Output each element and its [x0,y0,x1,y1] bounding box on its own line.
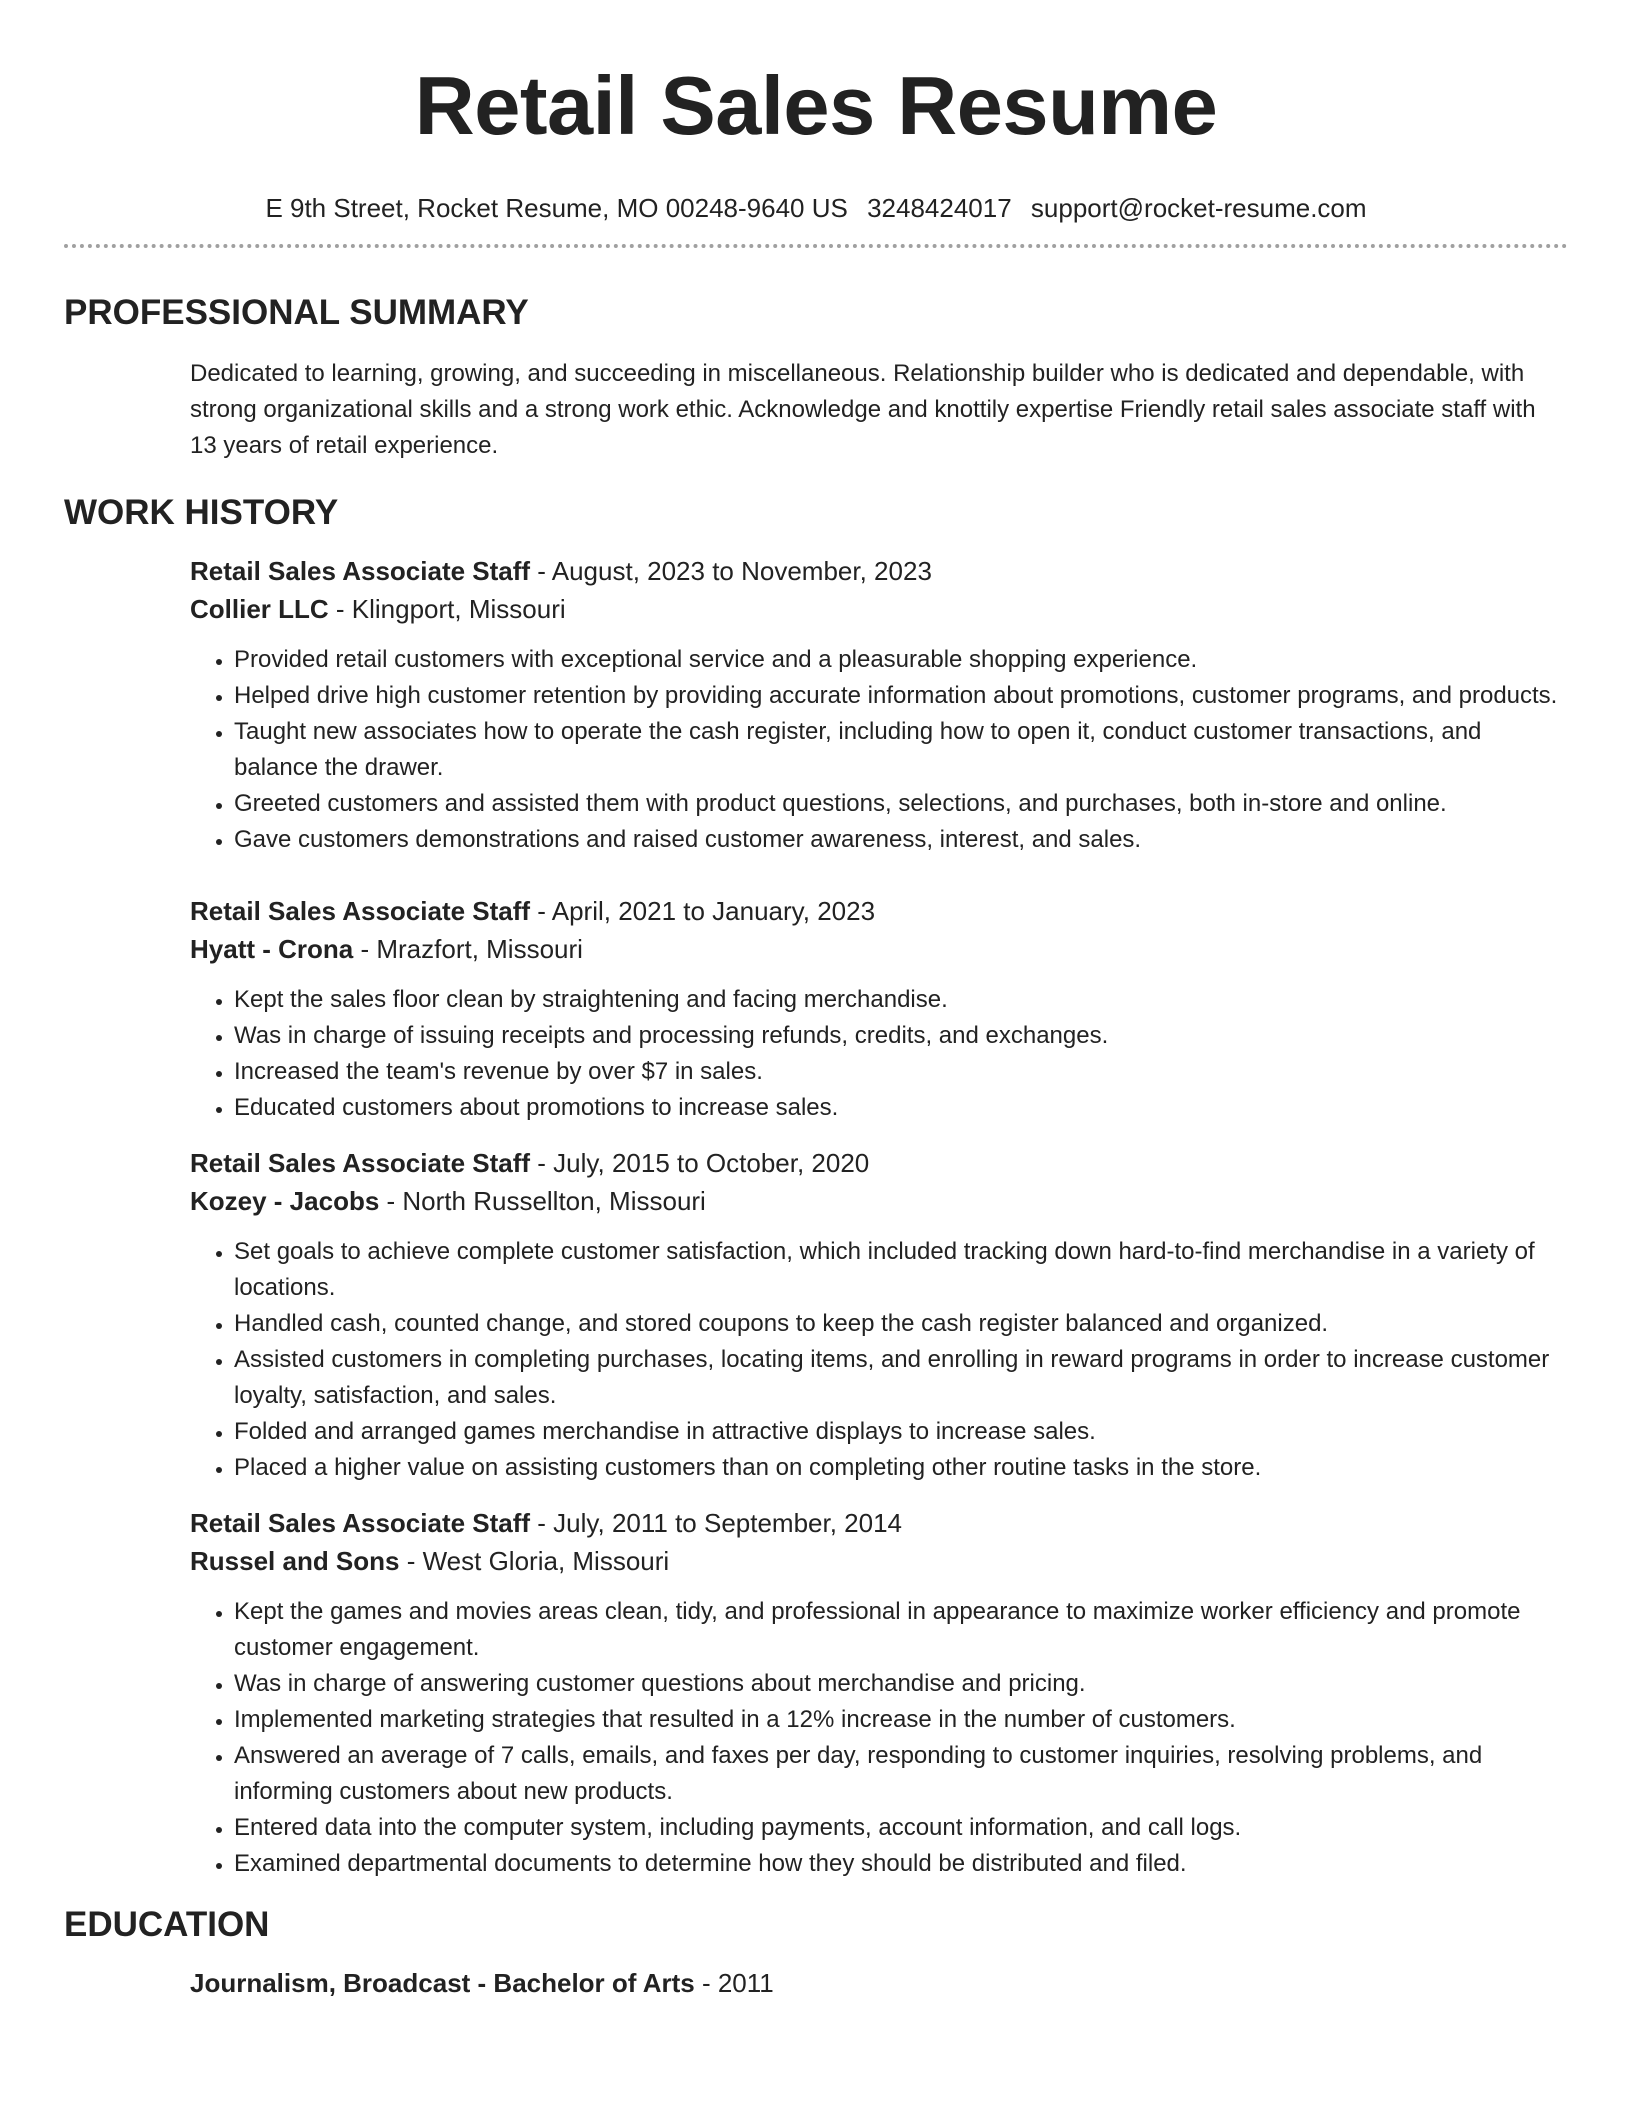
summary-section [64,292,1568,464]
job-title: Retail Sales Associate Staff [190,1508,531,1538]
job-title: Retail Sales Associate Staff [190,556,531,586]
job-company-line [190,930,1568,968]
job-title-line [190,892,1568,930]
job-dates: - July, 2011 to September, 2014 [530,1508,903,1538]
job-bullet: • Set goals to achieve complete customer satisfaction, which included tracking down hard-to-find merchandise in a variety of locations. [234,1234,1568,1306]
job-company-line [190,1182,1568,1220]
job-bullets [190,1234,1568,1486]
job-bullet: • Greeted customers and assisted them with product questions, selections, and purchases, both in-store and online. [234,786,1568,822]
job-bullets [190,642,1568,858]
job-bullet: • Kept the sales floor clean by straightening and facing merchandise. [234,982,1568,1018]
job-bullet: • Answered an average of 7 calls, emails, and faxes per day, responding to customer inquiries, resolving problems, and informing customers about new products. [234,1738,1568,1810]
job-bullet: • Entered data into the computer system, including payments, account information, and call logs. [234,1810,1568,1846]
job-company-line [190,1542,1568,1580]
job-bullet: • Was in charge of issuing receipts and processing refunds, credits, and exchanges. [234,1018,1568,1054]
job-entry [190,892,1568,1126]
job-company: Russel and Sons [190,1546,400,1576]
job-title-line [190,1504,1568,1542]
job-bullet: • Kept the games and movies areas clean, tidy, and professional in appearance to maximize worker efficiency and promote customer engagement. [234,1594,1568,1666]
job-title-line [190,1144,1568,1182]
job-company: Collier LLC [190,594,329,624]
contact-address: E 9th Street, Rocket Resume, MO 00248-9640 US [265,193,848,223]
job-title: Retail Sales Associate Staff [190,896,531,926]
education-degree: Journalism, Broadcast - Bachelor of Arts [190,1968,695,1998]
job-bullet: • Gave customers demonstrations and raised customer awareness, interest, and sales. [234,822,1568,858]
job-bullet: • Assisted customers in completing purchases, locating items, and enrolling in reward programs in order to increase customer loyalty, satisfaction, and sales. [234,1342,1568,1414]
job-bullet: • Provided retail customers with exceptional service and a pleasurable shopping experience. [234,642,1568,678]
job-entry [190,1144,1568,1486]
job-location: - Klingport, Missouri [328,594,566,624]
contact-line [64,192,1568,224]
education-heading: EDUCATION [64,1905,270,1944]
summary-text: Dedicated to learning, growing, and succeeding in miscellaneous. Relationship builder who is dedicated and dependable, with strong organizational skills and a strong work ethic. Acknowledge and knottily expertise Friendly retail sales associate staff with 13 years of retail experience. [190,360,1536,459]
summary-heading: PROFESSIONAL SUMMARY [64,293,529,332]
work-history-heading: WORK HISTORY [64,493,339,532]
job-bullet: • Educated customers about promotions to increase sales. [234,1090,1568,1126]
job-bullet: • Examined departmental documents to determine how they should be distributed and filed. [234,1846,1568,1882]
job-dates: - July, 2015 to October, 2020 [530,1148,870,1178]
job-bullet: • Folded and arranged games merchandise in attractive displays to increase sales. [234,1414,1568,1450]
job-bullet: • Implemented marketing strategies that resulted in a 12% increase in the number of customers. [234,1702,1568,1738]
education-section [64,1904,1568,2002]
job-bullet: • Was in charge of answering customer questions about merchandise and pricing. [234,1666,1568,1702]
job-dates: - April, 2021 to January, 2023 [530,896,876,926]
job-location: - West Gloria, Missouri [399,1546,670,1576]
job-location: - Mrazfort, Missouri [353,934,583,964]
work-history-section [64,492,1568,1882]
job-bullet: • Placed a higher value on assisting customers than on completing other routine tasks in the store. [234,1450,1568,1486]
resume-header [64,0,1568,224]
job-bullets [190,982,1568,1126]
job-company-line [190,590,1568,628]
job-bullet: • Taught new associates how to operate the cash register, including how to open it, conduct customer transactions, and balance the drawer. [234,714,1568,786]
job-title-line [190,552,1568,590]
job-location: - North Russellton, Missouri [379,1186,706,1216]
contact-phone: 3248424017 [867,193,1012,223]
job-company: Hyatt - Crona [190,934,354,964]
education-year: - 2011 [694,1968,774,1998]
job-entry [190,1504,1568,1882]
job-bullet: • Helped drive high customer retention by providing accurate information about promotions, customer programs, and products. [234,678,1568,714]
job-company: Kozey - Jacobs [190,1186,380,1216]
job-dates: - August, 2023 to November, 2023 [530,556,932,586]
job-entry [190,552,1568,858]
job-bullet: • Increased the team's revenue by over $7 in sales. [234,1054,1568,1090]
job-title: Retail Sales Associate Staff [190,1148,531,1178]
header-divider [64,244,1568,248]
resume-title: Retail Sales Resume [414,59,1218,152]
education-entry [190,1964,1568,2002]
contact-email: support@rocket-resume.com [1030,193,1367,223]
job-bullet: • Handled cash, counted change, and stored coupons to keep the cash register balanced and organized. [234,1306,1568,1342]
job-bullets [190,1594,1568,1882]
